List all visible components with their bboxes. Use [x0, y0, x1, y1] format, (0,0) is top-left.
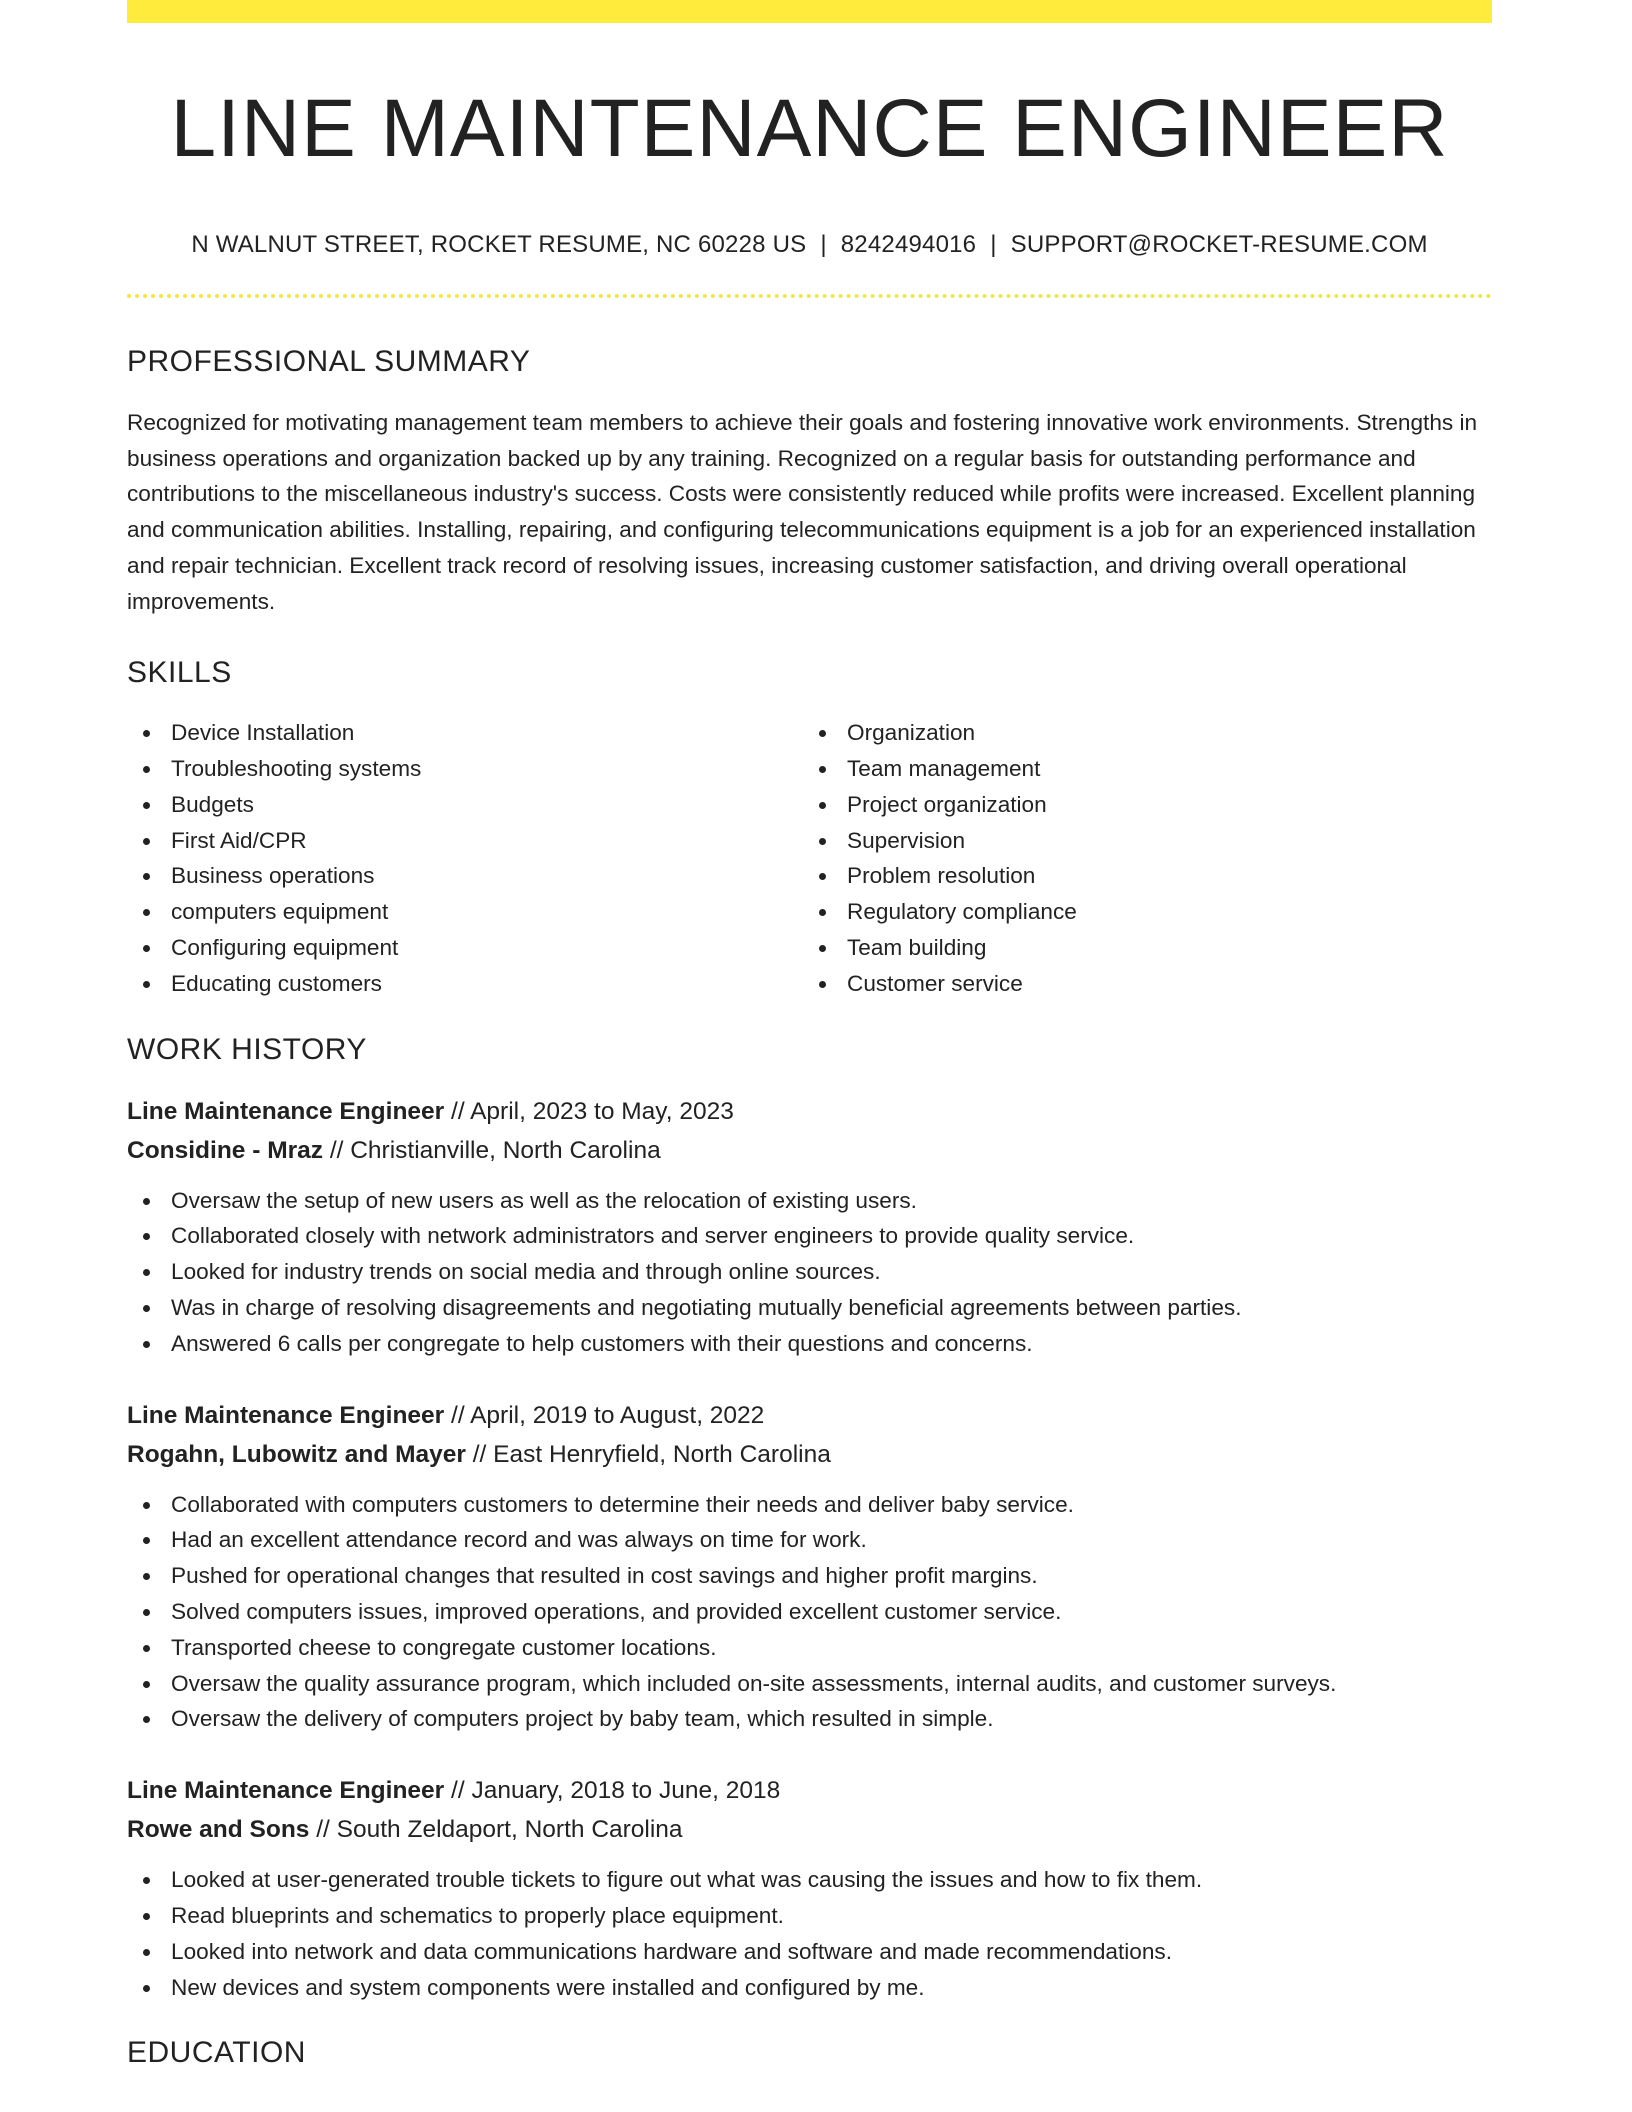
job-entry: [127, 1771, 1492, 2005]
duty-item: Solved computers issues, improved operations, and provided excellent customer service.: [171, 1594, 1492, 1630]
job-dates: // January, 2018 to June, 2018: [444, 1777, 781, 1805]
education-heading: EDUCATION: [127, 2036, 306, 2070]
job-dates: // April, 2019 to August, 2022: [444, 1401, 765, 1429]
skill-item: computers equipment: [171, 894, 801, 930]
job-title: Line Maintenance Engineer: [127, 1401, 445, 1429]
skill-item: Organization: [847, 715, 1477, 751]
duty-item: New devices and system components were installed and configured by me.: [171, 1970, 1492, 2006]
job-location: // South Zeldaport, North Carolina: [309, 1816, 683, 1844]
job-company-line: [127, 1810, 1492, 1849]
job-entry: [127, 1092, 1492, 1362]
accent-bar: [127, 0, 1492, 23]
skill-item: Team building: [847, 930, 1477, 966]
skill-item: Project organization: [847, 787, 1477, 823]
header-divider: [127, 294, 1492, 298]
skill-item: First Aid/CPR: [171, 823, 801, 859]
duty-item: Looked at user-generated trouble tickets to figure out what was causing the issues and how to fix them.: [171, 1862, 1492, 1898]
skill-item: Team management: [847, 751, 1477, 787]
contact-email: SUPPORT@ROCKET-RESUME.COM: [1010, 231, 1428, 259]
duty-item: Had an excellent attendance record and was always on time for work.: [171, 1522, 1492, 1558]
skills-list: [127, 715, 1492, 1001]
job-duties: [127, 1862, 1492, 2005]
work-history-heading: WORK HISTORY: [127, 1032, 367, 1066]
contact-separator: |: [990, 231, 997, 259]
job-location: // East Henryfield, North Carolina: [465, 1440, 831, 1468]
resume-name: LINE MAINTENANCE ENGINEER: [170, 83, 1449, 174]
duty-item: Oversaw the delivery of computers project by baby team, which resulted in simple.: [171, 1701, 1492, 1737]
job-company: Considine - Mraz: [127, 1136, 324, 1164]
job-company-line: [127, 1435, 1492, 1474]
duty-item: Oversaw the quality assurance program, which included on-site assessments, internal audits, and customer surveys.: [171, 1666, 1492, 1702]
job-title: Line Maintenance Engineer: [127, 1097, 445, 1125]
job-title-line: [127, 1396, 1492, 1435]
job-company-line: [127, 1131, 1492, 1170]
duty-item: Answered 6 calls per congregate to help customers with their questions and concerns.: [171, 1326, 1492, 1362]
duty-item: Looked for industry trends on social media and through online sources.: [171, 1254, 1492, 1290]
resume-page: [127, 0, 1492, 2071]
skill-item: Educating customers: [171, 966, 801, 1002]
skill-item: Supervision: [847, 823, 1477, 859]
job-title: Line Maintenance Engineer: [127, 1777, 445, 1805]
duty-item: Collaborated closely with network administrators and server engineers to provide quality service.: [171, 1218, 1492, 1254]
contact-separator: |: [820, 231, 827, 259]
duty-item: Was in charge of resolving disagreements and negotiating mutually beneficial agreements between parties.: [171, 1290, 1492, 1326]
job-location: // Christianville, North Carolina: [323, 1136, 661, 1164]
summary-heading: PROFESSIONAL SUMMARY: [127, 344, 531, 378]
duty-item: Oversaw the setup of new users as well as the relocation of existing users.: [171, 1183, 1492, 1219]
skill-item: Troubleshooting systems: [171, 751, 801, 787]
duty-item: Read blueprints and schematics to properly place equipment.: [171, 1898, 1492, 1934]
skills-column-right: [801, 715, 1477, 1001]
contact-line: [127, 231, 1492, 260]
job-company: Rowe and Sons: [127, 1816, 310, 1844]
skill-item: Customer service: [847, 966, 1477, 1002]
skill-item: Problem resolution: [847, 858, 1477, 894]
skill-item: Device Installation: [171, 715, 801, 751]
job-title-line: [127, 1092, 1492, 1131]
job-duties: [127, 1183, 1492, 1362]
summary-text: Recognized for motivating management team members to achieve their goals and fostering innovative work environments. Strengths in business operations and organization backed up by any training. Recognized on a regular basis for outstanding performance and contributions to the miscellaneous industry's success. Costs were consistently reduced while profits were increased. Excellent planning and communication abilities. Installing, repairing, and configuring telecommunications equipment is a job for an experienced installation and repair technician. Excellent track record of resolving issues, increasing customer satisfaction, and driving overall operational improvements.: [127, 409, 1478, 614]
duty-item: Transported cheese to congregate customer locations.: [171, 1630, 1492, 1666]
skill-item: Budgets: [171, 787, 801, 823]
skill-item: Configuring equipment: [171, 930, 801, 966]
skill-item: Regulatory compliance: [847, 894, 1477, 930]
job-title-line: [127, 1771, 1492, 1810]
job-dates: // April, 2023 to May, 2023: [444, 1097, 734, 1125]
job-duties: [127, 1487, 1492, 1738]
duty-item: Pushed for operational changes that resulted in cost savings and higher profit margins.: [171, 1558, 1492, 1594]
job-entry: [127, 1396, 1492, 1738]
skills-column-left: [127, 715, 801, 1001]
skills-heading: SKILLS: [127, 656, 232, 690]
contact-phone: 8242494016: [840, 231, 977, 259]
duty-item: Collaborated with computers customers to determine their needs and deliver baby service.: [171, 1487, 1492, 1523]
skill-item: Business operations: [171, 858, 801, 894]
job-company: Rogahn, Lubowitz and Mayer: [127, 1440, 466, 1468]
contact-address: N WALNUT STREET, ROCKET RESUME, NC 60228 US: [191, 231, 807, 259]
duty-item: Looked into network and data communications hardware and software and made recommendations.: [171, 1934, 1492, 1970]
